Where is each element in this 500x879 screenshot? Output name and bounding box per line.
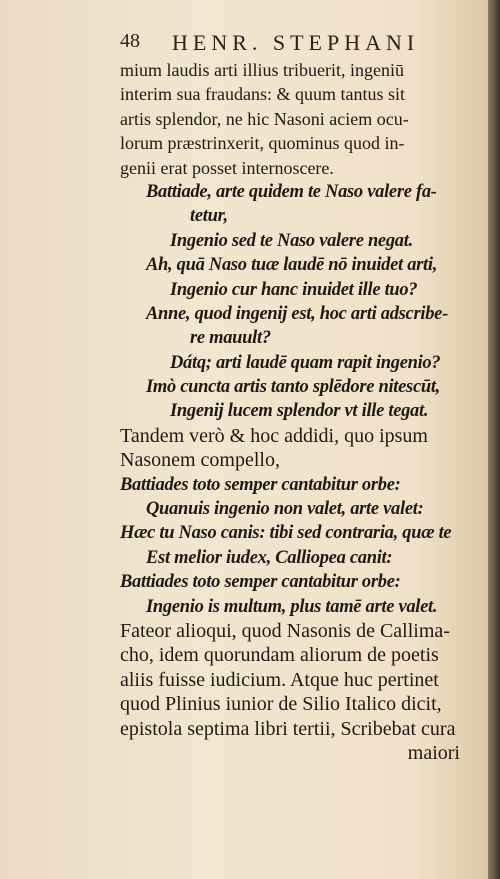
text-line: Hæc tu Naso canis: tibi sed contraria, quæ te [120,523,452,544]
text-line: Nasonem compello, [120,449,280,472]
text-line: Est melior iudex, Calliopea canit: [146,547,393,568]
text-line: Ingenio cur hanc inuidet ille tuo? [170,279,418,300]
text-line: interim sua fraudans: & quum tantus sit [120,84,405,105]
page-number: 48 [120,30,140,52]
text-line: Fateor alioqui, quod Nasonis de Callima- [120,619,450,642]
text-line: Ingenio sed te Naso valere negat. [170,230,413,251]
text-line: maiori [407,741,460,764]
running-title: HENR. STEPHANI [172,30,420,55]
text-line: lorum præstrinxerit, quominus quod in- [120,133,405,154]
text-line: Ingenij lucem splendor vt ille tegat. [170,401,429,422]
text-line: Ah, quā Naso tuæ laudē nō inuidet arti, [146,255,438,276]
text-line: artis splendor, ne hic Nasoni aciem ocu- [120,108,409,129]
text-line: epistola septima libri tertii, Scribebat cura [120,717,456,740]
text-line: Battiades toto semper cantabitur orbe: [120,572,401,593]
text-line: mium laudis arti illius tribuerit, ingeniū [120,60,404,80]
text-line: Quanuis ingenio non valet, arte valet: [146,499,424,520]
text-line: quod Plinius iunior de Silio Italico dicit, [120,693,442,716]
page-header [120,30,460,56]
text-line: genii erat posset internoscere. [120,157,334,178]
text-line: Battiades toto semper cantabitur orbe: [120,474,401,495]
text-line: cho, idem quorundam aliorum de poetis [120,644,439,667]
text-line: tetur, [190,206,228,227]
text-line: aliis fuisse iudicium. Atque huc pertinet [120,668,439,691]
text-line: Ingenio is multum, plus tamē arte valet. [146,596,438,617]
text-line: Dátq; arti laudē quam rapit ingenio? [170,352,441,373]
book-gutter [488,0,500,879]
text-line: re mauult? [190,328,271,349]
text-line: Anne, quod ingenij est, hoc arti adscribe- [146,303,448,324]
text-line: Battiade, arte quidem te Naso valere fa- [146,181,437,202]
text-line: Tandem verò & hoc addidi, quo ipsum [120,424,428,447]
text-block [120,58,466,765]
text-line: Imò cuncta artis tanto splēdore nitescūt, [146,377,441,398]
